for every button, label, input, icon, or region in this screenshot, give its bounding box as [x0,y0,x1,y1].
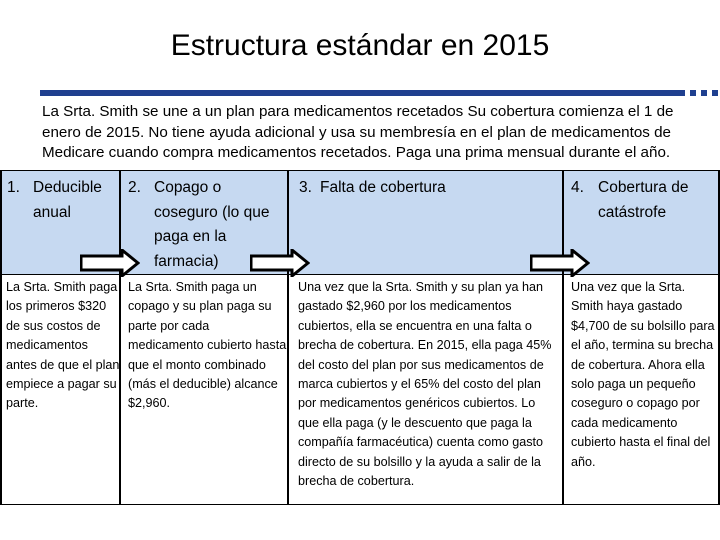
stage-heading: Falta de cobertura [320,179,446,196]
title-underline [40,90,720,96]
intro-paragraph: La Srta. Smith se une a un plan para medicamentos recetados Su cobertura comienza el 1 de enero de 2015. No tiene ayuda adicional y usa su membresía en el plan de medicamentos de Medicare cuando compra medicamentos recetados. Paga una prima mensual durante el año. [42,103,674,161]
arrow-right-icon [80,249,140,277]
title-underline-segment [690,90,696,96]
title-underline-segment [712,90,718,96]
stage-number: 3. [299,179,312,196]
stage-number: 4. [571,179,584,196]
coverage-stages-table [0,170,720,505]
column-divider [0,171,2,504]
stage-column-coverage-gap [288,171,563,504]
stage-description: La Srta. Smith paga los primeros $320 de sus costos de medicamentos antes de que el plan empiece a pagar su parte. [6,280,120,411]
arrow-right-icon [250,249,310,277]
column-divider [718,171,720,504]
stage-column-deductible [0,171,120,504]
stage-description: Una vez que la Srta. Smith haya gastado $4,700 de su bolsillo para el año, termina su brecha de cobertura. Ahora ella solo paga un pequeño coseguro o copago por cada medicamento cubierto hasta el final del año. [571,280,715,469]
column-divider [119,171,121,504]
stage-header [288,171,563,274]
stage-heading: Cobertura de catástrofe [598,179,689,221]
stage-heading: Copago o coseguro (lo que paga en la farmacia) [154,179,270,270]
arrow-right-icon [530,249,590,277]
stage-column-catastrophic [563,171,720,504]
column-divider [562,171,564,504]
title-underline-segment [701,90,707,96]
stage-column-copay [120,171,288,504]
stage-description: La Srta. Smith paga un copago y su plan paga su parte por cada medicamento cubierto hasta que el monto combinado (más el deducible) alcance $2,960. [128,280,287,411]
title-underline-bar [40,90,685,96]
stage-heading: Deducible anual [33,179,102,221]
stage-number: 2. [128,179,141,196]
page-title: Estructura estándar en 2015 [170,29,550,62]
column-divider [287,171,289,504]
stage-description: Una vez que la Srta. Smith y su plan ya han gastado $2,960 por los medicamentos cubiertos, ella se encuentra en una falta o brecha de cobertura. En 2015, ella paga 45% del costo del plan por sus medicamentos de marca cubiertos y el 65% del costo del plan por medicamentos genéricos cubiertos. Lo que ella paga (y le descuento que paga la compañía farmacéutica) cuenta como gasto directo de su bolsillo y la ayuda a salir de la brecha de cobertura. [298,280,552,489]
stage-number: 1. [7,179,20,196]
